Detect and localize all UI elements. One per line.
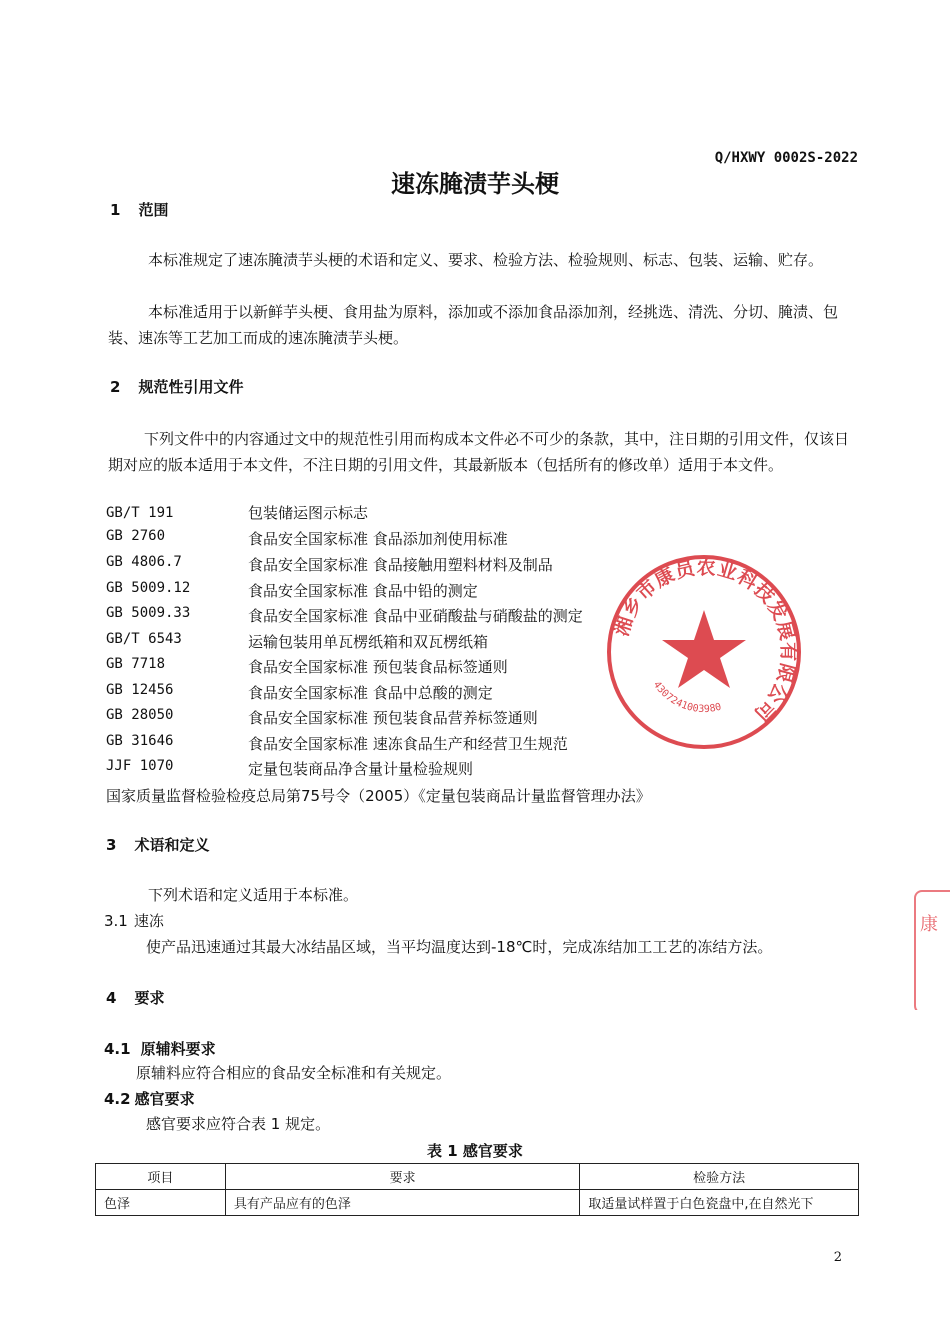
- reference-item: [106, 502, 173, 521]
- raw-materials-text: 原辅料应符合相应的食品安全标准和有关规定。: [136, 1064, 452, 1082]
- side-stamp: [910, 890, 950, 1010]
- table-cell: 色泽: [96, 1190, 226, 1216]
- star-icon: [662, 610, 746, 688]
- reference-code: GB 31646: [106, 733, 174, 749]
- side-stamp-text: 康: [920, 914, 938, 935]
- table-cell: 具有产品应有的色泽: [225, 1190, 580, 1216]
- term-definition: 使产品迅速通过其最大冰结晶区域，当平均温度达到-18℃时，完成冻结加工工艺的冻结方法。: [146, 938, 773, 956]
- section-title: 范围: [138, 201, 169, 219]
- table-row: [96, 1190, 859, 1216]
- svg-text:湘乡市康员农业科技发展有限公司: 湘乡市康员农业科技发展有限公司: [610, 556, 800, 726]
- table-caption: 表 1 感官要求: [427, 1142, 523, 1160]
- term-heading: [104, 910, 164, 931]
- reference-title: 定量包装商品净含量计量检验规则: [248, 760, 474, 778]
- section-number: 1: [110, 201, 121, 219]
- reference-title: 包装储运图示标志: [248, 504, 369, 522]
- reference-title: 食品安全国家标准 食品中总酸的测定: [248, 684, 493, 702]
- table-header-row: [96, 1164, 859, 1190]
- reference-title: 食品安全国家标准 食品中铅的测定: [248, 582, 478, 600]
- reference-title: 食品安全国家标准 速冻食品生产和经营卫生规范: [248, 735, 568, 753]
- term-number: 3.1: [104, 912, 128, 930]
- table-cell: 取适量试样置于白色瓷盘中,在自然光下: [580, 1190, 859, 1216]
- page-number: 2: [833, 1250, 842, 1265]
- reference-code: GB 2760: [106, 528, 166, 544]
- subsection-number: 4.1: [104, 1040, 131, 1058]
- reference-code: GB/T 6543: [106, 631, 182, 647]
- reference-title: 食品安全国家标准 食品中亚硝酸盐与硝酸盐的测定: [248, 607, 583, 625]
- reference-code: GB 5009.33: [106, 605, 191, 621]
- terms-intro: 下列术语和定义适用于本标准。: [148, 886, 359, 904]
- reference-code: JJF 1070: [106, 758, 174, 774]
- section-number: 3: [106, 836, 117, 854]
- reference-title: 食品安全国家标准 食品添加剂使用标准: [248, 530, 508, 548]
- scope-paragraph-2: 本标准适用于以新鲜芋头梗、食用盐为原料，添加或不添加食品添加剂，经挑选、清洗、分切、腌渍、包装、速冻等工艺加工而成的速冻腌渍芋头梗。: [108, 303, 839, 347]
- section-title: 规范性引用文件: [138, 378, 244, 396]
- standard-number: Q/HXWY 0002S-2022: [714, 150, 858, 166]
- column-header-method: 检验方法: [580, 1164, 859, 1190]
- sensory-text: 感官要求应符合表 1 规定。: [146, 1115, 331, 1133]
- section-1-heading: [110, 199, 168, 220]
- reference-title: 食品安全国家标准 预包装食品标签通则: [248, 658, 508, 676]
- section-title: 术语和定义: [134, 836, 210, 854]
- reference-code: GB/T 191: [106, 505, 174, 521]
- company-seal: [604, 552, 804, 752]
- section-2-heading: [110, 376, 243, 397]
- subsection-number: 4.2: [104, 1090, 131, 1108]
- scope-paragraph-1: 本标准规定了速冻腌渍芋头梗的术语和定义、要求、检验方法、检验规则、标志、包装、运输、贮存。: [148, 251, 824, 269]
- column-header-item: 项目: [96, 1164, 226, 1190]
- section-3-heading: [106, 834, 209, 855]
- section-number: 4: [106, 989, 117, 1007]
- references-intro: 下列文件中的内容通过文中的规范性引用而构成本文件必不可少的条款，其中，注日期的引用文件，仅该日期对应的版本适用于本文件，不注日期的引用文件，其最新版本（包括所有的修改单）适用于本文件。: [108, 430, 850, 474]
- reference-code: GB 5009.12: [106, 580, 191, 596]
- subsection-title: 原辅料要求: [140, 1040, 216, 1058]
- section-number: 2: [110, 378, 121, 396]
- reference-title: 食品安全国家标准 预包装食品营养标签通则: [248, 709, 538, 727]
- sensory-requirements-table: [95, 1163, 859, 1216]
- term-title: 速冻: [133, 912, 164, 930]
- document-title: 速冻腌渍芋头梗: [391, 170, 559, 198]
- reference-code: GB 4806.7: [106, 554, 182, 570]
- section-title: 要求: [134, 989, 165, 1007]
- section-4-heading: [106, 987, 164, 1008]
- svg-text:4307241003980: 4307241003980: [650, 679, 723, 716]
- subsection-4-1-heading: [104, 1038, 216, 1059]
- reference-code: GB 28050: [106, 707, 174, 723]
- regulation-reference: 国家质量监督检验检疫总局第75号令（2005）《定量包装商品计量监督管理办法》: [106, 787, 651, 805]
- reference-code: GB 7718: [106, 656, 166, 672]
- subsection-4-2-heading: [104, 1088, 195, 1109]
- column-header-requirement: 要求: [225, 1164, 580, 1190]
- subsection-title: 感官要求: [134, 1090, 195, 1108]
- reference-title: 运输包装用单瓦楞纸箱和双瓦楞纸箱: [248, 633, 489, 651]
- reference-code: GB 12456: [106, 682, 174, 698]
- reference-title: 食品安全国家标准 食品接触用塑料材料及制品: [248, 556, 553, 574]
